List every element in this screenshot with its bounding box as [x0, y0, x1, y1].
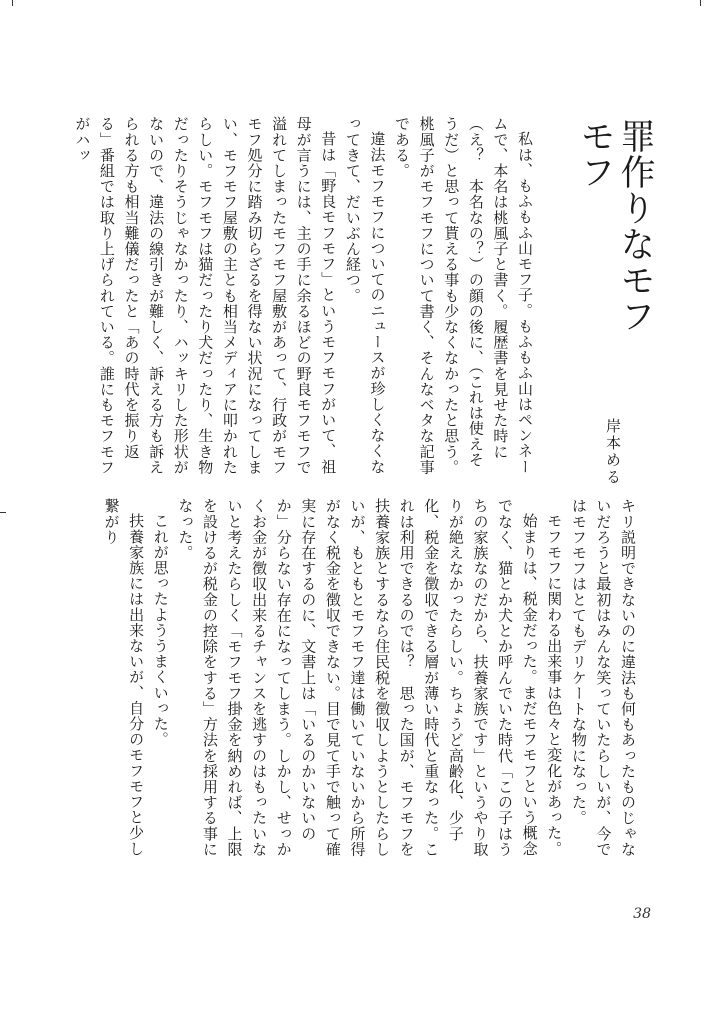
body-text-lower	[99, 498, 640, 862]
paragraph: 違法モフモフについてのニュースが珍しくなくなってきて、だいぶん経つ。	[343, 116, 387, 475]
page-number: 38	[633, 906, 651, 922]
paragraph: 始まりは、税金だった。まだモフモフという概念でなく、猫とか犬とか呼んでいた時代「この子はうちの家族なのだから、扶養家族です」というやり取りが絶えなかったらしい。ちょうど高齢化、少子化、税金を徴収できる層が薄い時代と重なった。これは利用できるのでは？ 思った国が、モフモフを扶養家族とするなら住民税を徴収しようとしたらしいが、もともとモフモフ達は働いていないから所得がなく税金を徴収できない。目で見て手で触って確実に存在するのに、文書上は「いるのかいないのか」分らない存在になってしまう。しかし、せっかくお金が徴収出来るチャンスを逃すのはもったいないと考えたらしく「モフモフ掛金を納めれば、上限を設けるが税金の控除をする」方法を採用する事になった。	[176, 498, 539, 857]
article-title: 罪作りなモフモフ	[575, 118, 655, 334]
body-text-upper	[70, 116, 537, 480]
paragraph: キリ説明できないのに違法も何もあったものじゃないだろうと最初はみんな笑っていたらしいが、今ではモフモフはとてもデリケートな物になった。	[569, 498, 637, 857]
paragraph: これが思ったよううまくいった。	[151, 513, 170, 747]
author-name: 岸本める	[604, 418, 622, 486]
paragraph: モフモフに関わる出来事は色々と変化があった。	[545, 513, 564, 857]
paragraph: 昔は「野良モフモフ」というモフモフがいて、祖母が言うには、主の手に余るほどの野良モフモフで溢れてしまったモフモフ屋敷があって、行政がモフモフ処分に踏み切らざるを得ない状況になってしまい、モフモフ屋敷の主とも相当メディアに叩かれたらしい。モフモフは猫だったり犬だったり、生き物だったりそうじゃなかったり、ハッキリした形状がないので、違法の線引きが難しく、訴える方も訴えられる方も相当難儀だったと「あの時代を振り返る」番組では取り上げられている。誰にもモフモフがハッ	[73, 116, 338, 475]
crop-mark-top-left	[12, 0, 13, 6]
crop-mark-left-middle	[0, 512, 6, 513]
paragraph: 私は、もふもふ山モフ子。もふもふ山はペンネームで、本名は桃風子と書く。履歴書を見せた時に（え？ 本名なの？）の顔の後に、（これは使えそうだ）と思って貰える事も少なくなかったと思う。桃風子がモフモフについて書く、そんなベタな記事である。	[393, 116, 534, 475]
crop-mark-top-right	[700, 0, 701, 6]
paragraph: 扶養家族には出来ないが、自分のモフモフと少し繋がり	[102, 498, 146, 857]
